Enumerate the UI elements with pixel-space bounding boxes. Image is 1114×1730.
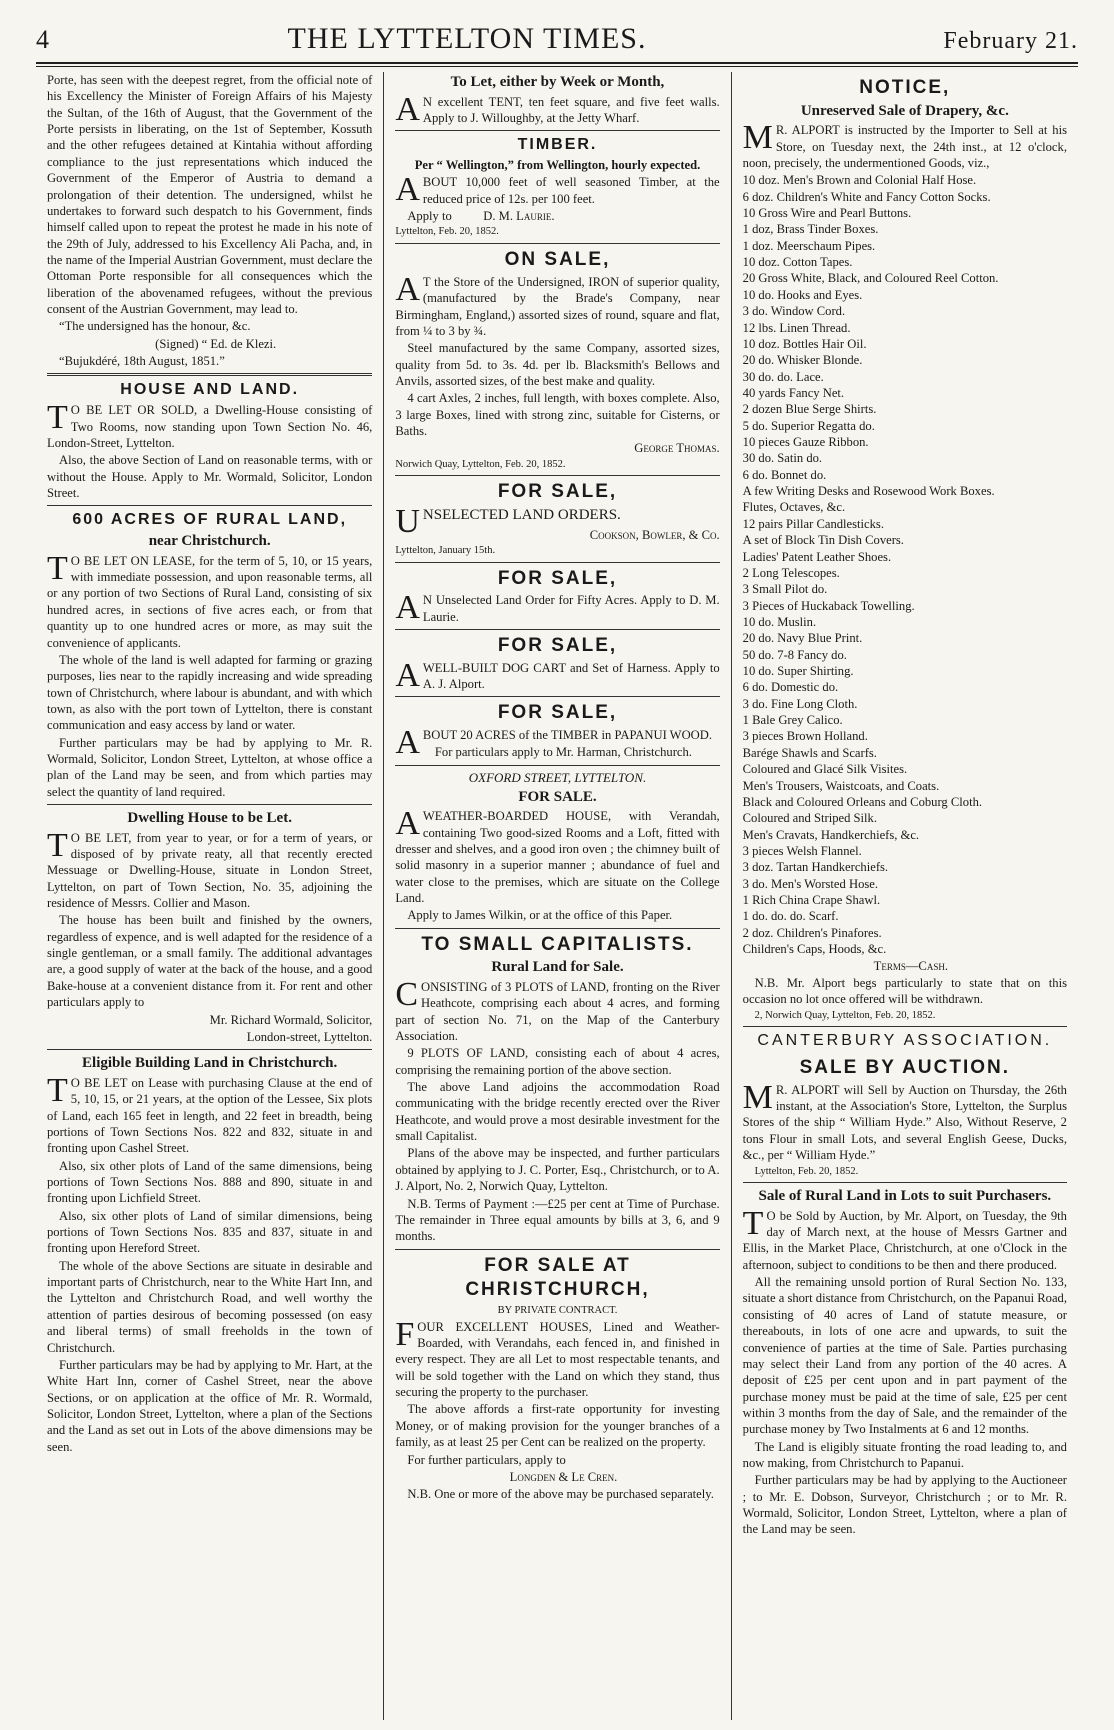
- goods-list-item: A few Writing Desks and Rosewood Work Boxes.: [742, 484, 995, 499]
- ad-text: N.B. Terms of Payment :—£25 per cent at Time of Purchase. The remainder in Three equal amounts by bills at 3, 6, and 9 months.: [395, 1196, 720, 1244]
- divider: [395, 928, 719, 929]
- goods-list-item: 1 doz, Brass Tinder Boxes.: [742, 222, 879, 237]
- goods-list-item: 3 Small Pilot do.: [742, 582, 828, 597]
- goods-list-item: Barége Shawls and Scarfs.: [742, 745, 877, 760]
- goods-list-item: 3 pieces Brown Holland.: [742, 729, 868, 744]
- goods-list-item: 10 do. Muslin.: [742, 614, 817, 629]
- goods-list-item: 3 Pieces of Huckaback Towelling.: [742, 598, 915, 613]
- ad-text: Also, the above Section of Land on reasonable terms, with or without the House. Apply to Mr. Wormald, Solicitor, London Street.: [47, 453, 373, 501]
- ad-subheading: BY PRIVATE CONTRACT.: [497, 1305, 618, 1316]
- ad-heading: OXFORD STREET, LYTTELTON.: [468, 769, 647, 785]
- divider: [395, 629, 719, 630]
- goods-list: [743, 172, 1067, 957]
- divider: [395, 243, 719, 244]
- masthead: [36, 22, 1078, 56]
- ad-text: TO BE LET on Lease with purchasing Clause at the end of 5, 10, 15, or 21 years, at the option of the Lessee, Six plots of Land, each 165 feet in length, and 22 feet in breadth, being portions of Town Sections Nos. 822 and 832, situate in and fronting upon Cashel Street.: [47, 1071, 373, 1156]
- goods-list-item: 6 do. Domestic do.: [742, 680, 839, 695]
- ad-heading: FOR SALE,: [497, 567, 618, 589]
- goods-list-item: 30 do. Satin do.: [742, 451, 823, 466]
- ad-signature: Longden & Le Cren.: [509, 1469, 618, 1484]
- divider: [47, 505, 372, 506]
- divider: [395, 475, 719, 476]
- ad-text: TO BE LET OR SOLD, a Dwelling-House consisting of Two Rooms, now standing upon Town Section No. 46, London-Street, Lyttelton.: [47, 399, 373, 450]
- goods-list-item: 2 doz. Children's Pinafores.: [742, 925, 882, 940]
- column-3: [731, 72, 1078, 1720]
- ad-text: Steel manufactured by the same Company, assorted sizes, quality from 5d. to 3s. 4d. per lb. Blacksmith's Bellows and Anvils, assorted sizes, of the best make and quality.: [395, 341, 720, 388]
- ad-text: MR. ALPORT will Sell by Auction on Thursday, the 26th instant, at the Association's Store, Lyttelton, the Surplus Stores of the ship “ William Hyde.” Also, Without Reserve, 2 tons Flour in small Lots, and several English Geese, Ducks, &c., per “ William Hyde.”: [742, 1078, 1067, 1163]
- ad-text: TO BE LET, from year to year, or for a term of years, or disposed of by private reaty, all that recently erected Messuage or Dwelling-House, situate in London Street, Lyttelton, on part of Town Section, No. 35, adjoining the residence of Messrs. Collier and Mason.: [47, 826, 373, 911]
- ad-subheading: Unreserved Sale of Drapery, &c.: [800, 102, 1009, 119]
- ad-text: AN Unselected Land Order for Fifty Acres. Apply to D. M. Laurie.: [395, 589, 720, 627]
- ad-heading: CANTERBURY ASSOCIATION.: [757, 1032, 1053, 1050]
- ad-text: Further particulars may be had by applying to Mr. Hart, at the White Hart Inn, corner of Cashel Street, near the above Sections, or on application at the office of Mr. R. Wormald, Solicitor, London Street, Lyttelton, where a plan of the Sections and the Land as set out in Lots of the above dimensions may be seen.: [47, 1357, 373, 1454]
- ad-text: N.B. One or more of the above may be purchased separately.: [407, 1487, 714, 1502]
- ad-subheading: FOR SALE.: [518, 788, 597, 805]
- ad-text: UNSELECTED LAND ORDERS.: [395, 503, 621, 541]
- ad-subheading: Rural Land for Sale.: [491, 959, 624, 976]
- ad-text: For particulars apply to Mr. Harman, Christchurch.: [434, 745, 692, 760]
- apply-label: Apply to: [407, 209, 452, 224]
- column-1: [36, 72, 383, 1720]
- goods-list-item: 3 do. Men's Worsted Hose.: [742, 876, 879, 891]
- ad-heading: TIMBER.: [517, 136, 598, 154]
- goods-list-item: 3 do. Window Cord.: [742, 304, 846, 319]
- goods-list-item: 5 do. Superior Regatta do.: [742, 418, 875, 433]
- ad-text: N.B. Mr. Alport begs particularly to state that on this occasion no lot once offered will be withdrawn.: [742, 975, 1067, 1007]
- goods-list-item: 20 do. Whisker Blonde.: [742, 353, 863, 368]
- ad-heading: TO SMALL CAPITALISTS.: [421, 933, 694, 955]
- ad-heading: Dwelling House to be Let.: [127, 810, 292, 827]
- ad-heading: FOR SALE,: [497, 634, 618, 656]
- ad-text: AWELL-BUILT DOG CART and Set of Harness. Apply to A. J. Alport.: [395, 656, 720, 694]
- masthead-rule: [36, 62, 1078, 67]
- goods-list-item: 40 yards Fancy Net.: [742, 385, 845, 400]
- goods-list-item: 3 pieces Welsh Flannel.: [742, 844, 862, 858]
- goods-list-item: 1 Rich China Crape Shawl.: [742, 893, 881, 908]
- ad-text: CONSISTING of 3 PLOTS of LAND, fronting on the River Heathcote, comprising each about 4 acres, and forming part of section No. 71, on the Map of the Canterbury Association.: [395, 975, 720, 1043]
- ad-text: 4 cart Axles, 2 inches, full length, with boxes complete. Also, 3 large Boxes, lined with strong zinc, suitable for Cisterns, or Baths.: [395, 391, 720, 439]
- ad-signature: Mr. Richard Wormald, Solicitor,: [209, 1012, 373, 1027]
- ad-text: All the remaining unsold portion of Rural Section No. 133, situate a short distance from Christchurch, on the Papanui Road, consisting of 40 acres of Land of statute measure, or thereabouts, in lots of one acre and upwards, to suit the convenience of parties at the time of Sale. Parties purchasing may select their Land from any portion of the 40 acres. A deposit of £25 per cent upon and in part payment of the purchase money must be paid at the time of sale, £25 per cent within 3 months from the day of Sale, and the remainder of the purchase money by Two Instalments at 6 and 12 months.: [742, 1275, 1067, 1437]
- article-dateline: “Bujukdéré, 18th August, 1851.”: [59, 354, 225, 369]
- ad-text: AWEATHER-BOARDED HOUSE, with Verandah, containing Two good-sized Rooms and a Loft, fitted with dresser and shelves, and a good iron oven ; the chimney built of solid masonry in a superior manner ; abundance of fuel and water close to the premises, which are situate on the College Land.: [395, 805, 720, 905]
- ad-heading: HOUSE AND LAND.: [120, 381, 300, 399]
- ad-heading: FOR SALE,: [497, 702, 618, 724]
- divider: [395, 696, 719, 697]
- ad-dateline: Lyttelton, Feb. 20, 1852.: [754, 1165, 859, 1177]
- ad-text: The above affords a first-rate opportunity for investing Money, or of making provision for the younger branches of a family, as at least 25 per Cent can be realized on the property.: [395, 1402, 720, 1450]
- divider: [47, 373, 372, 376]
- ad-dateline: 2, Norwich Quay, Lyttelton, Feb. 20, 1852.: [754, 1009, 936, 1021]
- goods-list-item: 50 do. 7-8 Fancy do.: [742, 647, 847, 662]
- goods-list-item: Coloured and Striped Silk.: [742, 811, 877, 826]
- ad-heading: 600 ACRES OF RURAL LAND,: [72, 511, 348, 529]
- ad-text: AN excellent TENT, ten feet square, and five feet walls. Apply to J. Willoughby, at the Jetty Wharf.: [395, 90, 720, 128]
- ad-text: Further particulars may be had by applying to the Auctioneer ; to Mr. E. Dobson, Surveyor, Christchurch ; or to Mr. R. Wormald, Solicitor, London Street, Lyttelton, where a plan of the Land may be seen.: [742, 1473, 1067, 1537]
- goods-list-item: 1 Bale Grey Calico.: [742, 713, 843, 728]
- ad-text: The house has been built and finished by the owners, regardless of expence, and is well adapted for the residence of a single gentleman, or a small family. The additional advantages are, a good supply of water at the back of the house, and a good Bake-house at a convenient distance from it. For rent and other particulars apply to: [47, 913, 373, 1010]
- ad-text: Further particulars may be had by applying to Mr. R. Wormald, Solicitor, London Street, Lyttelton, at whose office a plan of the Land may be seen, and from which parties may select the quantity of land required.: [47, 735, 373, 799]
- goods-list-item: Flutes, Octaves, &c.: [742, 500, 846, 515]
- ad-text: For further particulars, apply to: [407, 1452, 566, 1467]
- ad-text: The Land is eligibly situate fronting the road leading to, and now making, from Christchurch to Papanui.: [742, 1439, 1067, 1471]
- goods-list-item: 1 doz. Meerschaum Pipes.: [742, 238, 876, 253]
- ad-text: FOUR EXCELLENT HOUSES, Lined and Weather-Boarded, with Verandahs, each fenced in, and finished in every respect. They are all Let to most respectable tenants, and will be sold together with the Land on which they stand, thus securing the property to the purchaser.: [395, 1315, 720, 1400]
- ad-signature: London-street, Lyttelton.: [246, 1029, 373, 1044]
- ad-heading: Sale of Rural Land in Lots to suit Purchasers.: [758, 1188, 1052, 1205]
- goods-list-item: 10 doz. Cotton Tapes.: [742, 255, 853, 270]
- ad-subheading: Per “ Wellington,” from Wellington, hourly expected.: [414, 158, 701, 173]
- ad-heading: FOR SALE AT CHRISTCHURCH,: [465, 1254, 650, 1301]
- columns: [36, 72, 1078, 1720]
- issue-date: February 21.: [943, 28, 1078, 54]
- goods-list-item: Black and Coloured Orleans and Coburg Cloth.: [742, 794, 983, 809]
- goods-list-item: 10 pieces Gauze Ribbon.: [742, 435, 869, 450]
- ad-signature: D. M. Laurie.: [483, 209, 555, 224]
- goods-list-item: 10 do. Super Shirting.: [742, 664, 854, 679]
- goods-list-item: Men's Cravats, Handkerchiefs, &c.: [742, 827, 920, 842]
- ad-heading: Eligible Building Land in Christchurch.: [82, 1055, 338, 1072]
- ad-heading: NOTICE,: [859, 77, 951, 98]
- goods-list-item: A set of Block Tin Dish Covers.: [742, 533, 904, 548]
- goods-list-item: 12 lbs. Linen Thread.: [742, 320, 851, 335]
- goods-list-item: 1 do. do. do. Scarf.: [742, 909, 839, 924]
- page-number: 4: [36, 25, 49, 54]
- goods-list-item: 10 Gross Wire and Pearl Buttons.: [742, 205, 912, 220]
- goods-list-item: Ladies' Patent Leather Shoes.: [742, 549, 892, 564]
- column-2: [383, 72, 730, 1720]
- divider: [47, 1049, 372, 1050]
- ad-apply: [395, 208, 719, 224]
- divider: [743, 1026, 1067, 1027]
- ad-heading: FOR SALE,: [497, 481, 618, 503]
- ad-subheading: near Christchurch.: [148, 533, 271, 550]
- ad-terms: Terms—Cash.: [873, 958, 948, 973]
- goods-list-item: 3 doz. Tartan Handkerchiefs.: [742, 860, 889, 875]
- ad-text: TO be Sold by Auction, by Mr. Alport, on Tuesday, the 9th day of March next, at the house of Messrs Gartner and Ellis, in the Market Place, Christchurch, at one o'Clock in the afternoon, subject to conditions to be then and there produced.: [742, 1204, 1067, 1272]
- goods-list-item: 10 doz. Men's Brown and Colonial Half Hose.: [742, 173, 977, 188]
- ad-text: ABOUT 20 ACRES of the TIMBER in PAPANUI WOOD.: [395, 724, 713, 762]
- goods-list-item: 3 do. Fine Long Cloth.: [742, 696, 858, 711]
- divider: [47, 804, 372, 805]
- goods-list-item: Men's Trousers, Waistcoats, and Coats.: [742, 778, 940, 793]
- ad-signature: Cookson, Bowler, & Co.: [589, 527, 720, 542]
- divider: [395, 130, 719, 131]
- article-signature: (Signed) “ Ed. de Klezi.: [155, 336, 277, 351]
- ad-dateline: Lyttelton, January 15th.: [395, 544, 496, 556]
- newspaper-title: THE LYTTELTON TIMES.: [287, 22, 647, 55]
- divider: [395, 765, 719, 766]
- divider: [743, 1182, 1067, 1183]
- ad-text: TO BE LET ON LEASE, for the term of 5, 10, or 15 years, with immediate possession, and upon reasonable terms, all or any portion of two Sections of Rural Land, consisting of six hundred acres, in sections of five acres each, or from that quantity up to one hundred acres or more, as may suit the convenience of applicants.: [47, 549, 373, 650]
- goods-list-item: Children's Caps, Hoods, &c.: [742, 942, 887, 957]
- goods-list-item: 20 do. Navy Blue Print.: [742, 631, 863, 646]
- ad-text: 9 PLOTS OF LAND, consisting each of about 4 acres, comprising the remaining portion of the above section.: [395, 1046, 720, 1077]
- goods-list-item: 20 Gross White, Black, and Coloured Reel Cotton.: [742, 271, 999, 286]
- article-text: “The undersigned has the honour, &c.: [59, 319, 251, 334]
- goods-list-item: 30 do. do. Lace.: [742, 369, 824, 384]
- article-text: Porte, has seen with the deepest regret, from the official note of his Excellency the Minister of Foreign Affairs of his Majesty the Sultan, of the 16th of August, that the Government of the Porte persists in liberating, on the 1st of September, Kossuth and the other refugees detained at Kintahia without affording compliance to the just representations which induced the Government of the Emperor of Austria to demand a prolongation of their detention. The undersigned, whilst he undertakes to forward such despatch to his Government, finds himself called upon to repeat the protest he made in his note of the 29th of July, addressed to his Excellency Ali Pacha, and, in the name of the Imperial Austrian Government, must declare the Ottoman Porte responsible for all consequences which the liberation of the abovenamed refugees, without the previous consent of the Austrian Government, may lead to.: [47, 73, 373, 317]
- ad-text: ABOUT 10,000 feet of well seasoned Timber, at the reduced price of 12s. per 100 feet.: [395, 171, 720, 209]
- goods-list-item: 6 do. Bonnet do.: [742, 467, 827, 482]
- goods-list-item: 2 dozen Blue Serge Shirts.: [742, 402, 877, 417]
- goods-list-item: 12 pairs Pillar Candlesticks.: [742, 516, 884, 531]
- ad-text: Plans of the above may be inspected, and further particulars obtained by applying to J. C. Porter, Esq., Christchurch, or to A. J. Alport, No. 2, Norwich Quay, Lyttelton.: [395, 1146, 720, 1194]
- divider: [395, 1249, 719, 1250]
- ad-text: The whole of the above Sections are situate in desirable and important parts of Christchurch, near to the White Hart Inn, and the Lyttelton and Christchurch Road, and well worthy the attention of parties desirous of becoming possessed (on easy and liberal terms) of small freeholds in the town of Christchurch.: [47, 1258, 373, 1355]
- divider: [395, 562, 719, 563]
- goods-list-item: Coloured and Glacé Silk Visites.: [742, 762, 908, 777]
- ad-heading: To Let, either by Week or Month,: [450, 74, 665, 90]
- goods-list-item: 10 doz. Bottles Hair Oil.: [742, 336, 867, 351]
- ad-text: The above Land adjoins the accommodation Road communicating with the bridge recently erected over the River Heathcote, and would prove a most desirable investment for the small Capitalist.: [395, 1080, 720, 1144]
- ad-text: Apply to James Wilkin, or at the office of this Paper.: [407, 908, 673, 923]
- ad-text: AT the Store of the Undersigned, IRON of superior quality, (manufactured by the Brade's Company, near Birmingham, England,) assorted sizes of round, square and flat, from ¼ to 3 by ¾.: [395, 270, 720, 338]
- goods-list-item: 6 doz. Children's White and Fancy Cotton Socks.: [742, 189, 991, 204]
- ad-dateline: Norwich Quay, Lyttelton, Feb. 20, 1852.: [395, 458, 566, 470]
- ad-dateline: Lyttelton, Feb. 20, 1852.: [395, 226, 499, 238]
- ad-subheading: SALE BY AUCTION.: [799, 1057, 1011, 1079]
- ad-signature: George Thomas.: [634, 441, 720, 456]
- ad-heading: ON SALE,: [504, 249, 611, 271]
- goods-list-item: 2 Long Telescopes.: [742, 565, 840, 580]
- goods-list-item: 10 do. Hooks and Eyes.: [742, 287, 863, 302]
- ad-text: MR. ALPORT is instructed by the Importer to Sell at his Store, on Tuesday next, the 24th inst., at 12 o'clock, noon, precisely, the undermentioned Goods, viz.,: [742, 119, 1067, 170]
- ad-text: The whole of the land is well adapted for farming or grazing purposes, lies near to the rapidly increasing and wide spreading town of Christchurch, where labour is abundant, and with which town, as also with the port town of Lyttelton, there is constant communication and easy access by land or water.: [47, 652, 373, 733]
- ad-text: Also, six other plots of Land of similar dimensions, being portions of Town Sections Nos. 835 and 837, situate in and fronting upon Hereford Street.: [47, 1208, 373, 1256]
- ad-text: Also, six other plots of Land of the same dimensions, being portions of Town Sections Nos. 888 and 890, situate in and fronting upon Lichfield Street.: [47, 1158, 373, 1206]
